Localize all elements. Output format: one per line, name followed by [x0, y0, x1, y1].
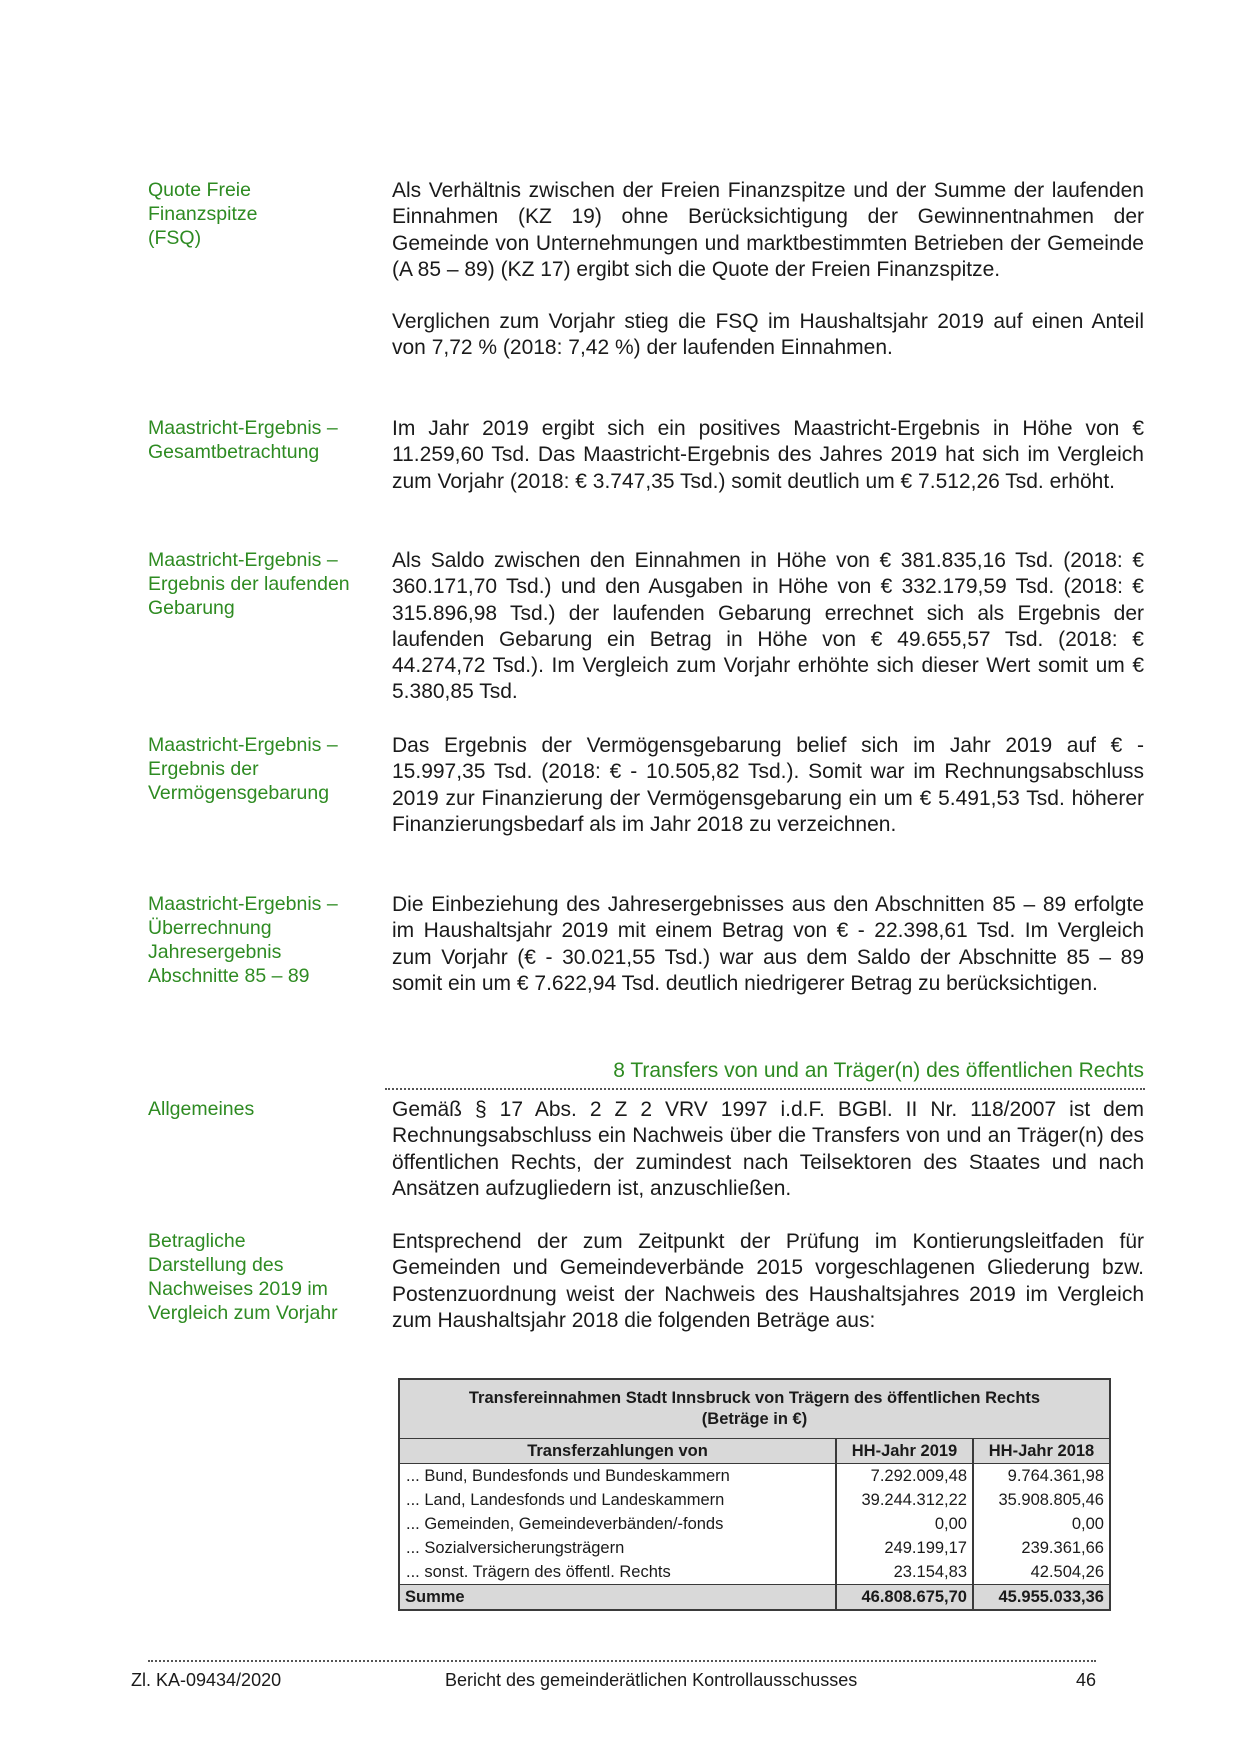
sidebar-label-ueberrechnung: Maastricht-Ergebnis – Überrechnung Jahresergebnis Abschnitte 85 – 89 [148, 893, 338, 987]
table-title-row [399, 1379, 1110, 1439]
paragraph: Im Jahr 2019 ergibt sich ein positives Maastricht-Ergebnis in Höhe von € 11.259,60 Tsd. Das Maastricht-Ergebnis des Jahres 2019 hat sich im Vergleich zum Vorjahr (2018: € 3.747,35 Tsd.) somit deutlich um € 7.512,26 Tsd. erhöht. [392, 417, 1144, 493]
table-cell: ... Bund, Bundesfonds und Bundeskammern [399, 1464, 836, 1489]
table-cell: 7.292.009,48 [836, 1464, 973, 1489]
sidebar-label-fsq: Quote Freie Finanzspitze (FSQ) [148, 179, 258, 249]
text-block-allgemeines [392, 1097, 1144, 1202]
text-block-fsq [392, 178, 1144, 362]
table-cell: ... Sozialversicherungsträgern [399, 1536, 836, 1560]
table-cell: 9.764.361,98 [973, 1464, 1110, 1489]
transfers-table [398, 1378, 1111, 1611]
table-cell: 35.908.805,46 [973, 1488, 1110, 1512]
footer-divider [148, 1660, 1096, 1662]
table-row [399, 1560, 1110, 1585]
table-cell: 249.199,17 [836, 1536, 973, 1560]
table-cell: 239.361,66 [973, 1536, 1110, 1560]
paragraph: Gemäß § 17 Abs. 2 Z 2 VRV 1997 i.d.F. BGBl. II Nr. 118/2007 ist dem Rechnungsabschluss ein Nachweis über die Transfers von und an Träger(n) des öffentlichen Rechts, der zumindest nach Teilsektoren des Staates und nach Ansätzen aufzugliedern ist, anzuschließen. [392, 1098, 1144, 1200]
table-row [399, 1512, 1110, 1536]
table-title-line2: (Beträge in €) [701, 1410, 808, 1428]
table-row [399, 1536, 1110, 1560]
sidebar-label-laufende-gebarung: Maastricht-Ergebnis – Ergebnis der laufenden Gebarung [148, 549, 350, 619]
text-block-laufende-gebarung [392, 548, 1144, 706]
section-heading: 8 Transfers von und an Träger(n) des öffentlichen Rechts [613, 1059, 1144, 1082]
table-cell: ... Gemeinden, Gemeindeverbänden/-fonds [399, 1512, 836, 1536]
paragraph: Entsprechend der zum Zeitpunkt der Prüfung im Kontierungsleitfaden für Gemeinden und Gemeindeverbände 2015 vorgeschlagenen Gliederung bzw. Postenzuordnung weist der Nachweis des Haushaltsjahres 2019 im Vergleich zum Haushaltsjahr 2018 die folgenden Beträge aus: [392, 1230, 1144, 1332]
text-block-betragliche-darstellung [392, 1229, 1144, 1334]
paragraph: Das Ergebnis der Vermögensgebarung belief sich im Jahr 2019 auf € - 15.997,35 Tsd. (2018: € - 10.505,82 Tsd.). Somit war im Rechnungsabschluss 2019 zur Finanzierung der Vermögensgebarung ein um € 5.491,53 Tsd. höherer Finanzierungsbedarf als im Jahr 2018 zu verzeichnen. [392, 734, 1144, 836]
text-block-ueberrechnung [392, 892, 1144, 997]
column-header: Transferzahlungen von [399, 1439, 836, 1464]
sidebar-label-maastricht-gesamt: Maastricht-Ergebnis – Gesamtbetrachtung [148, 417, 338, 463]
page-number: 46 [1076, 1670, 1097, 1690]
table-header-row [399, 1439, 1110, 1464]
sidebar-label-vermoegensgebarung: Maastricht-Ergebnis – Ergebnis der Vermögensgebarung [148, 734, 338, 804]
footer-title: Bericht des gemeinderätlichen Kontrollausschusses [445, 1670, 858, 1690]
column-header: HH-Jahr 2018 [973, 1439, 1110, 1464]
column-header: HH-Jahr 2019 [836, 1439, 973, 1464]
table-title [399, 1379, 1110, 1439]
footer-reference: Zl. KA-09434/2020 [131, 1670, 282, 1690]
table-cell: 23.154,83 [836, 1560, 973, 1585]
table-cell: ... Land, Landesfonds und Landeskammern [399, 1488, 836, 1512]
table-cell: 42.504,26 [973, 1560, 1110, 1585]
table-cell: 39.244.312,22 [836, 1488, 973, 1512]
table-cell: Summe [399, 1585, 836, 1611]
paragraph: Als Verhältnis zwischen der Freien Finanzspitze und der Summe der laufenden Einnahmen (KZ 19) ohne Berücksichtigung der Gewinnentnahmen der Gemeinde von Unternehmungen und marktbestimmten Betrieben der Gemeinde (A 85 – 89) (KZ 17) ergibt sich die Quote der Freien Finanzspitze. [392, 179, 1144, 281]
table-row [399, 1464, 1110, 1489]
sidebar-label-allgemeines: Allgemeines [148, 1098, 255, 1120]
table-cell: 0,00 [973, 1512, 1110, 1536]
paragraph: Als Saldo zwischen den Einnahmen in Höhe von € 381.835,16 Tsd. (2018: € 360.171,70 Tsd.) und den Ausgaben in Höhe von € 332.179,59 Tsd. (2018: € 315.896,98 Tsd.) der laufenden Gebarung errechnet sich als Ergebnis der laufenden Gebarung ein Betrag in Höhe von € 49.655,57 Tsd. (2018: € 44.274,72 Tsd.). Im Vergleich zum Vorjahr erhöhte sich dieser Wert somit um € 5.380,85 Tsd. [392, 549, 1144, 704]
text-block-vermoegensgebarung [392, 733, 1144, 838]
heading-divider [385, 1088, 1145, 1090]
sidebar-label-betragliche-darstellung: Betragliche Darstellung des Nachweises 2019 im Vergleich zum Vorjahr [148, 1230, 338, 1324]
table-cell: 45.955.033,36 [973, 1585, 1110, 1611]
table-sum-row [399, 1585, 1110, 1611]
table-cell: ... sonst. Trägern des öffentl. Rechts [399, 1560, 836, 1585]
text-block-maastricht-gesamt [392, 416, 1144, 495]
table-row [399, 1488, 1110, 1512]
table-cell: 46.808.675,70 [836, 1585, 973, 1611]
paragraph: Die Einbeziehung des Jahresergebnisses aus den Abschnitten 85 – 89 erfolgte im Haushaltsjahr 2019 mit einem Betrag von € - 22.398,61 Tsd. Im Vergleich zum Vorjahr (€ - 30.021,55 Tsd.) war aus dem Saldo der Abschnitte 85 – 89 somit ein um € 7.622,94 Tsd. deutlich niedrigerer Betrag zu berücksichtigen. [392, 893, 1144, 995]
table-title-line1: Transfereinnahmen Stadt Innsbruck von Trägern des öffentlichen Rechts [468, 1389, 1041, 1407]
table-cell: 0,00 [836, 1512, 973, 1536]
paragraph: Verglichen zum Vorjahr stieg die FSQ im Haushaltsjahr 2019 auf einen Anteil von 7,72 % (2018: 7,42 %) der laufenden Einnahmen. [392, 310, 1144, 360]
